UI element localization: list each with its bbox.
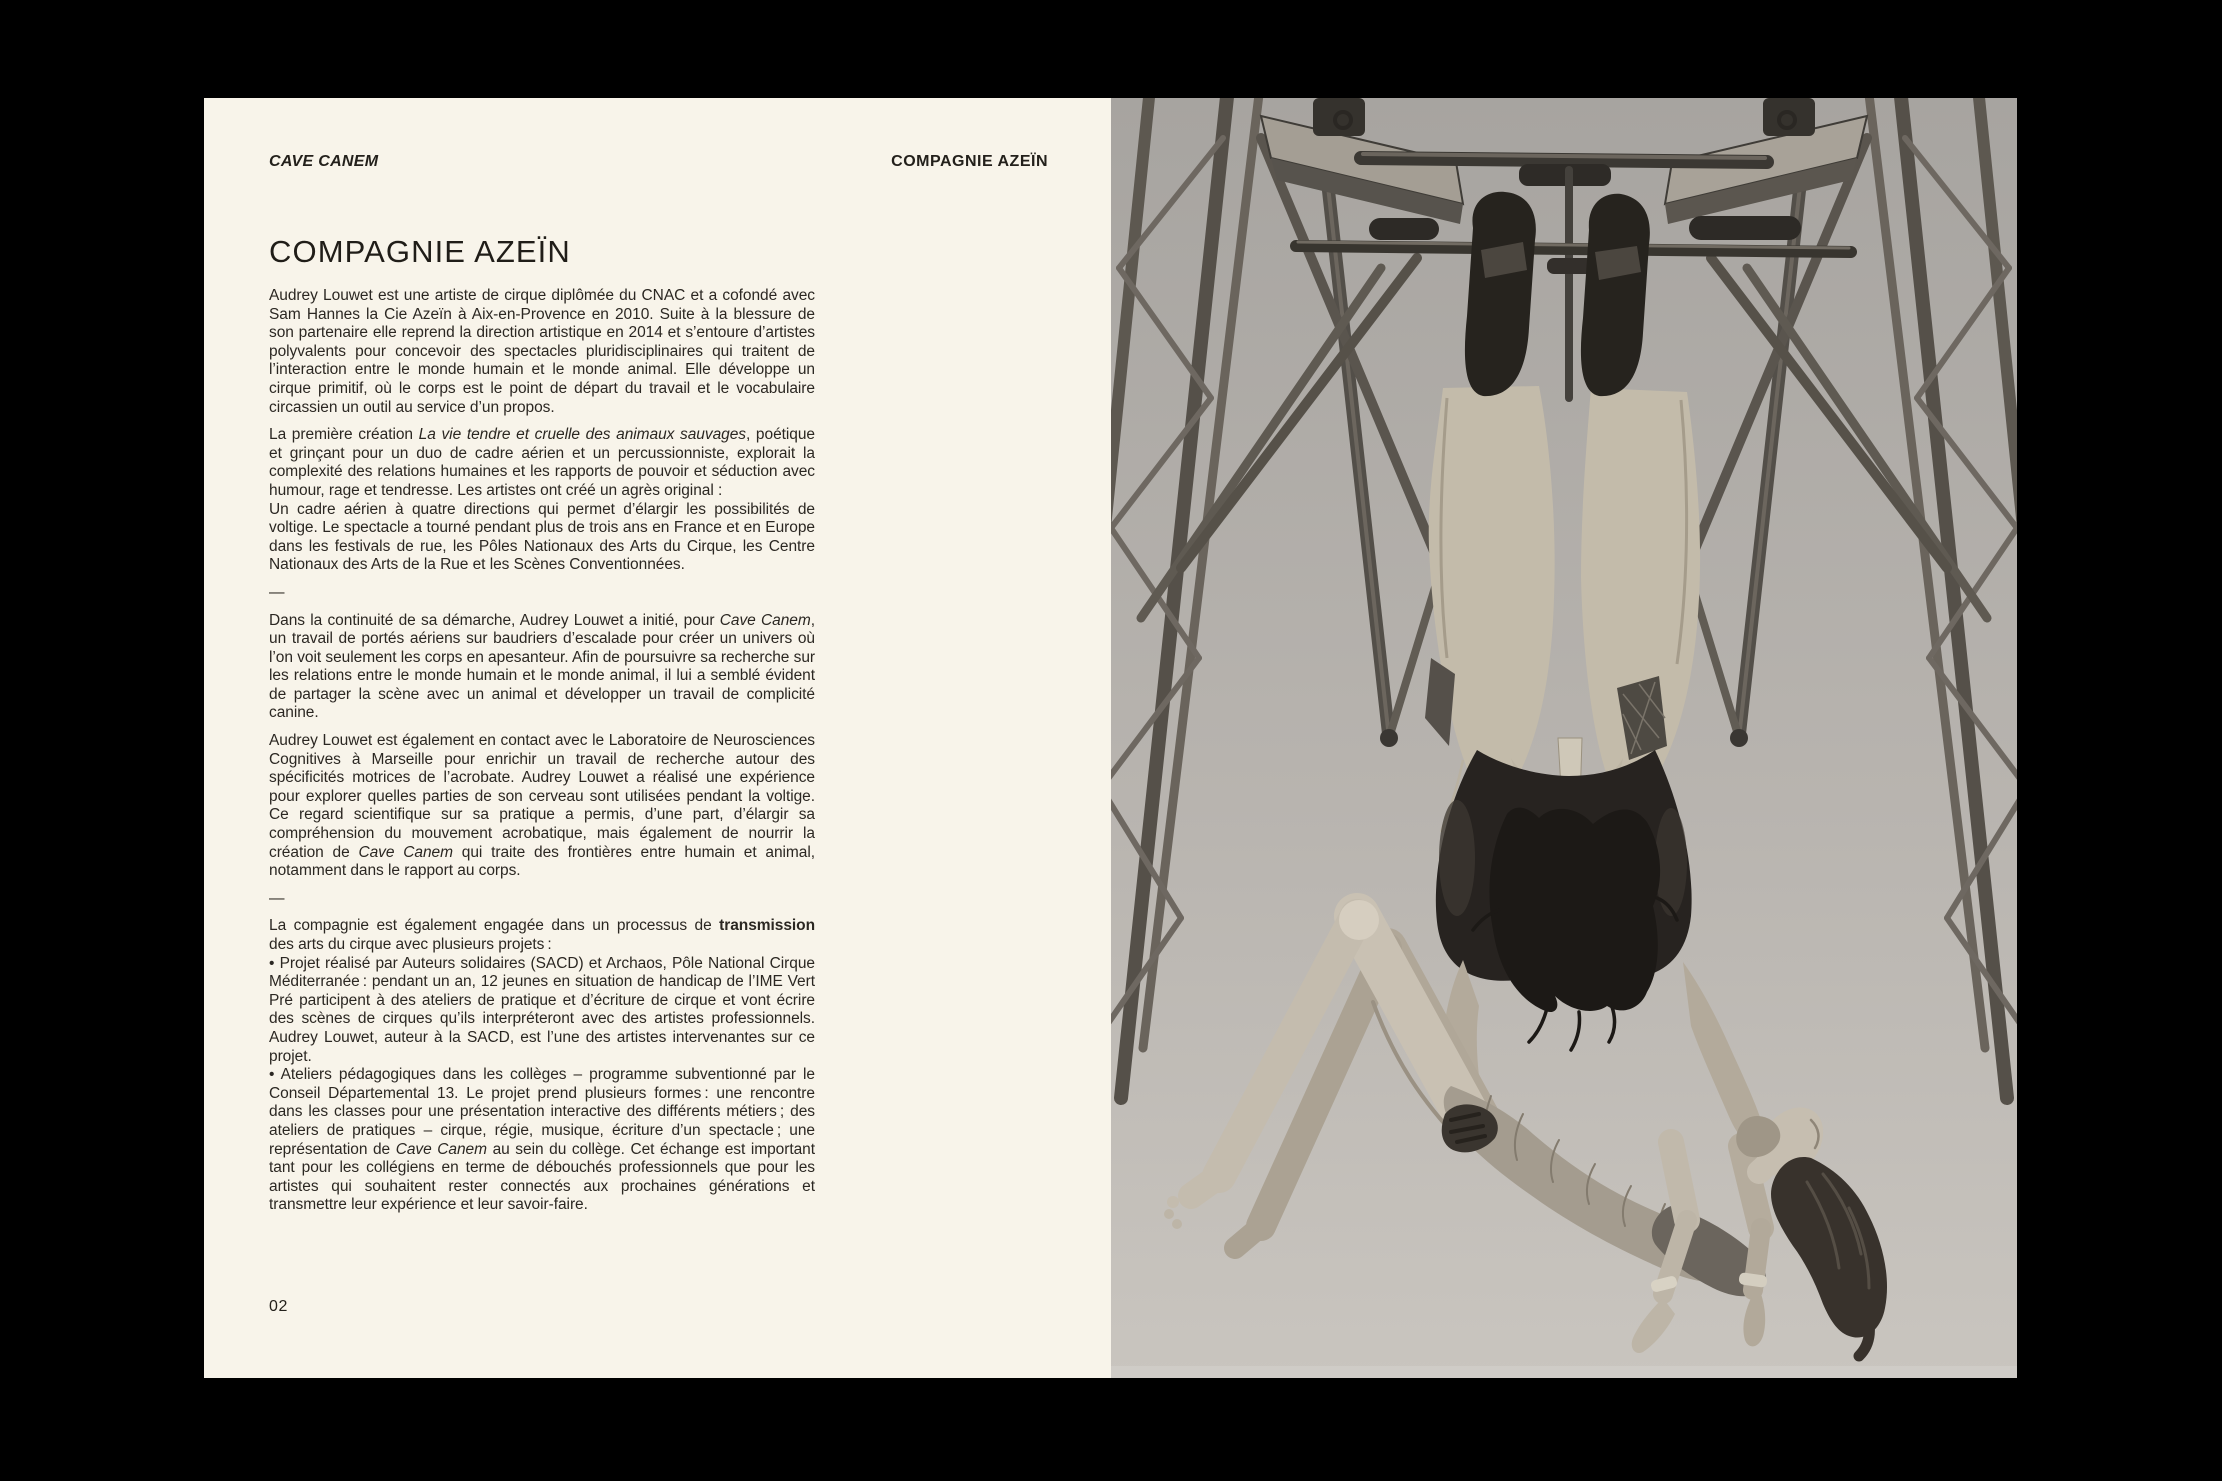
photo-bottom-strip <box>1111 1366 2017 1378</box>
left-page <box>204 98 1111 1378</box>
body-text <box>269 287 815 1215</box>
acrobats-photo <box>1111 98 2017 1378</box>
running-header-book-title: CAVE CANEM <box>269 153 379 170</box>
right-page <box>1111 98 2017 1378</box>
page-title: COMPAGNIE AZEÏN <box>269 234 571 269</box>
paragraph: La première création La vie tendre et cruelle des animaux sauvages, poétique et grinçant pour un duo de cadre aérien et un percussionniste, explorait la complexité des relations humaines et les rapports de pouvoir et séduction avec humour, rage et tendresse. Les artistes ont créé un agrès original : Un cadre aérien à quatre directions qui permet d’élargir les possibilités de voltige. Le spectacle a tourné pendant plus de trois ans en France et en Europe dans les festivals de rue, les Pôles Nationaux des Arts du Cirque, les Centre Nationaux des Arts de la Rue et les Scènes Conventionnées. <box>269 426 815 574</box>
paragraph-separator: — <box>269 889 285 907</box>
paragraph: La compagnie est également engagée dans un processus de transmission des arts du cirque avec plusieurs projets : • Projet réalisé par Auteurs solidaires (SACD) et Archaos, Pôle National Cirque Méditerranée : pendant un an, 12 jeunes en situation de handicap de l’IME Vert Pré participent à des ateliers de pratique et d’écriture de cirque et vont écrire des scènes de cirques qu’ils interpréteront avec des artistes professionnels. Audrey Louwet, auteur à la SACD, est l’une des artistes intervenantes sur ce projet. • Ateliers pédagogiques dans les collèges – programme subventionné par le Conseil Départemental 13. Le projet prend plusieurs formes : une rencontre dans les classes pour une présentation interactive des différents métiers ; des ateliers de pratiques – cirque, régie, musique, écriture d’un spectacle ; une représentation de Cave Canem au sein du collège. Cet échange est important tant pour les collégiens en terme de débouchés professionnels que pour les artistes qui souhaitent rester connectés aux prochaines générations et transmettre leur expérience et leur savoir-faire. <box>269 917 815 1214</box>
paragraph: Audrey Louwet est également en contact avec le Laboratoire de Neurosciences Cognitives à Marseille pour enrichir un travail de recherche autour des spécificités motrices de l’acrobate. Audrey Louwet a réalisé une expérience pour explorer quelles parties de son cerveau sont utilisées pendant la voltige. Ce regard scientifique sur sa pratique a permis, d’une part, d’élargir sa compréhension du mouvement acrobatique, mais également de nourrir la création de Cave Canem qui traite des frontières entre humain et animal, notamment dans le rapport au corps. <box>269 732 815 880</box>
paragraph-separator: — <box>269 583 285 601</box>
hair-upper-acrobat <box>1489 808 1660 1012</box>
book-spread <box>204 98 2017 1378</box>
page-number: 02 <box>269 1298 288 1315</box>
paragraph: Dans la continuité de sa démarche, Audrey Louwet a initié, pour Cave Canem, un travail de portés aériens sur baudriers d’escalade pour créer un univers où l’on voit seulement les corps en apesanteur. Afin de poursuivre sa recherche sur les relations entre le monde humain et le monde animal, il lui a semblé évident de partager la scène avec un animal et développer un travail de complicité canine. <box>269 611 815 722</box>
paragraph: Audrey Louwet est une artiste de cirque diplômée du CNAC et a cofondé avec Sam Hannes la Cie Azeïn à Aix-en-Provence en 2010. Suite à la blessure de son partenaire elle reprend la direction artistique en 2014 et s’entoure d’artistes polyvalents pour concevoir des spectacles pluridisciplinaires qui traitent de l’interaction entre le monde humain et le monde animal. Elle développe un cirque primitif, où le corps est le point de départ du travail et le vocabulaire circassien un outil au service d’un propos. <box>269 287 815 416</box>
running-header-chapter: COMPAGNIE AZEÏN <box>891 153 1048 170</box>
